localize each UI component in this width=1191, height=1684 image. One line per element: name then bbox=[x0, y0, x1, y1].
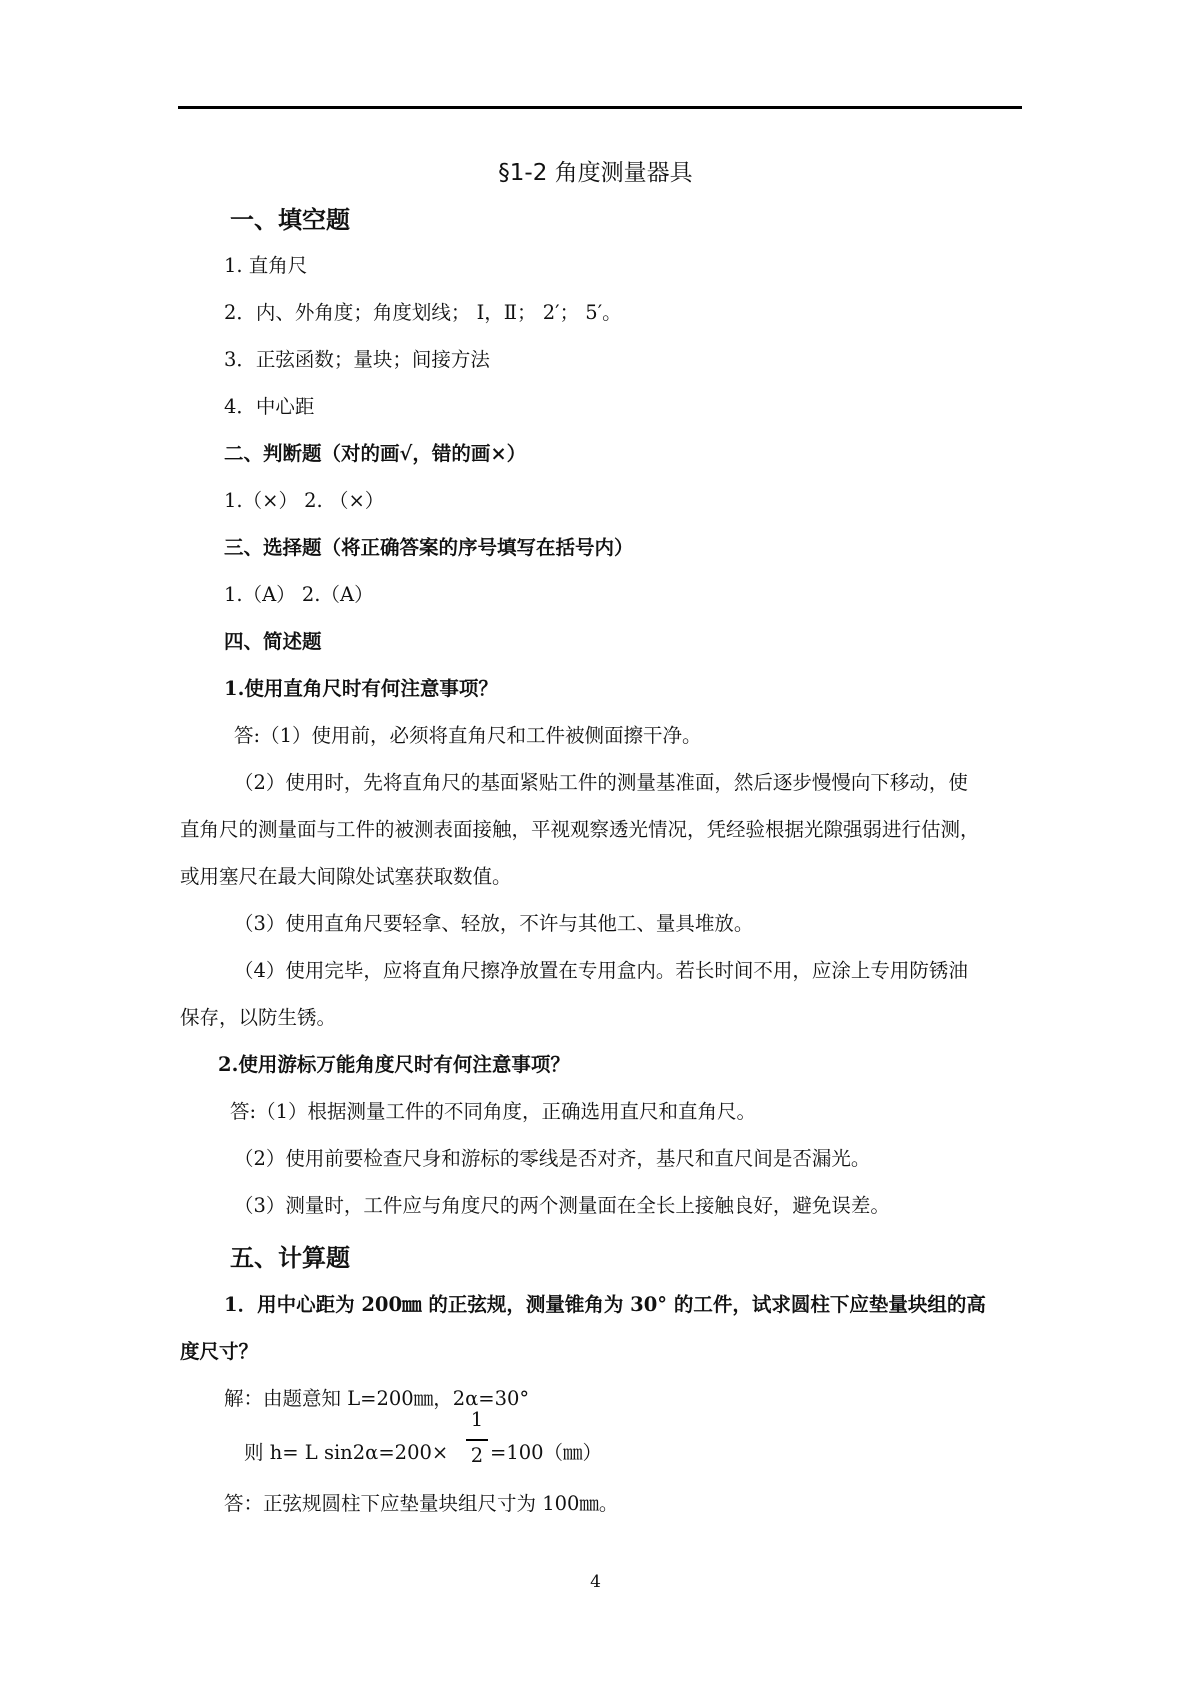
section-short-answer-heading: 四、简述题 bbox=[224, 630, 322, 653]
short-answer-1-point-4-line-2: 保存，以防生锈。 bbox=[180, 1006, 337, 1029]
fraction-numerator: 1 bbox=[470, 1408, 484, 1431]
calc-solution-given: 解：由题意知 L=200㎜，2α=30° bbox=[224, 1387, 530, 1410]
section-choice-heading: 三、选择题（将正确答案的序号填写在括号内） bbox=[224, 536, 634, 559]
header-rule bbox=[178, 106, 1022, 109]
short-answer-2-point-1: 答:（1）根据测量工件的不同角度，正确选用直尺和直角尺。 bbox=[230, 1100, 756, 1123]
page-title: §1-2 角度测量器具 bbox=[498, 160, 693, 186]
short-answer-1-point-2-line-1: （2）使用时，先将直角尺的基面紧贴工件的测量基准面，然后逐步慢慢向下移动，使 bbox=[234, 771, 968, 794]
calc-question-1-line-2: 度尺寸？ bbox=[180, 1340, 259, 1363]
true-false-answers: 1.（×） 2. （×） bbox=[224, 489, 385, 512]
short-answer-1-point-1: 答:（1）使用前，必须将直角尺和工件被侧面擦干净。 bbox=[234, 724, 702, 747]
page-number: 4 bbox=[590, 1572, 601, 1592]
short-answer-1-point-2-line-2: 直角尺的测量面与工件的被测表面接触，平视观察透光情况，凭经验根据光隙强弱进行估测， bbox=[180, 818, 980, 841]
choice-answers: 1.（A） 2.（A） bbox=[224, 583, 374, 606]
calc-final-answer: 答：正弦规圆柱下应垫量块组尺寸为 100㎜。 bbox=[224, 1492, 619, 1515]
short-answer-1-point-2-line-3: 或用塞尺在最大间隙处试塞获取数值。 bbox=[180, 865, 512, 888]
calc-equation-suffix: =100（㎜） bbox=[490, 1441, 603, 1464]
short-answer-2-point-3: （3）测量时，工件应与角度尺的两个测量面在全长上接触良好，避免误差。 bbox=[234, 1194, 890, 1217]
section-calculation-heading: 五、计算题 bbox=[230, 1243, 350, 1272]
calc-equation-prefix: 则 h= L sin2α=200× bbox=[244, 1441, 449, 1464]
short-question-1: 1.使用直角尺时有何注意事项？ bbox=[224, 677, 498, 700]
fill-blank-answer-1: 1. 直角尺 bbox=[224, 254, 308, 277]
fraction-denominator: 2 bbox=[470, 1444, 484, 1467]
fraction-bar bbox=[466, 1439, 488, 1441]
short-answer-2-point-2: （2）使用前要检查尺身和游标的零线是否对齐，基尺和直尺间是否漏光。 bbox=[234, 1147, 871, 1170]
calc-question-1-line-1: 1．用中心距为 200㎜ 的正弦规，测量锥角为 30° 的工件，试求圆柱下应垫量块组的高 bbox=[224, 1293, 986, 1316]
short-answer-1-point-4-line-1: （4）使用完毕，应将直角尺擦净放置在专用盒内。若长时间不用，应涂上专用防锈油 bbox=[234, 959, 968, 982]
short-question-2: 2.使用游标万能角度尺时有何注意事项？ bbox=[218, 1053, 570, 1076]
short-answer-1-point-3: （3）使用直角尺要轻拿、轻放，不许与其他工、量具堆放。 bbox=[234, 912, 754, 935]
section-true-false-heading: 二、判断题（对的画√，错的画×） bbox=[224, 442, 527, 465]
fill-blank-answer-2: 2．内、外角度；角度划线； Ⅰ，Ⅱ； 2′； 5′。 bbox=[224, 301, 622, 324]
calc-fraction bbox=[466, 1408, 488, 1472]
fill-blank-answer-3: 3．正弦函数；量块；间接方法 bbox=[224, 348, 490, 371]
fill-blank-answer-4: 4．中心距 bbox=[224, 395, 315, 418]
section-fill-blank-heading: 一、填空题 bbox=[230, 205, 350, 234]
